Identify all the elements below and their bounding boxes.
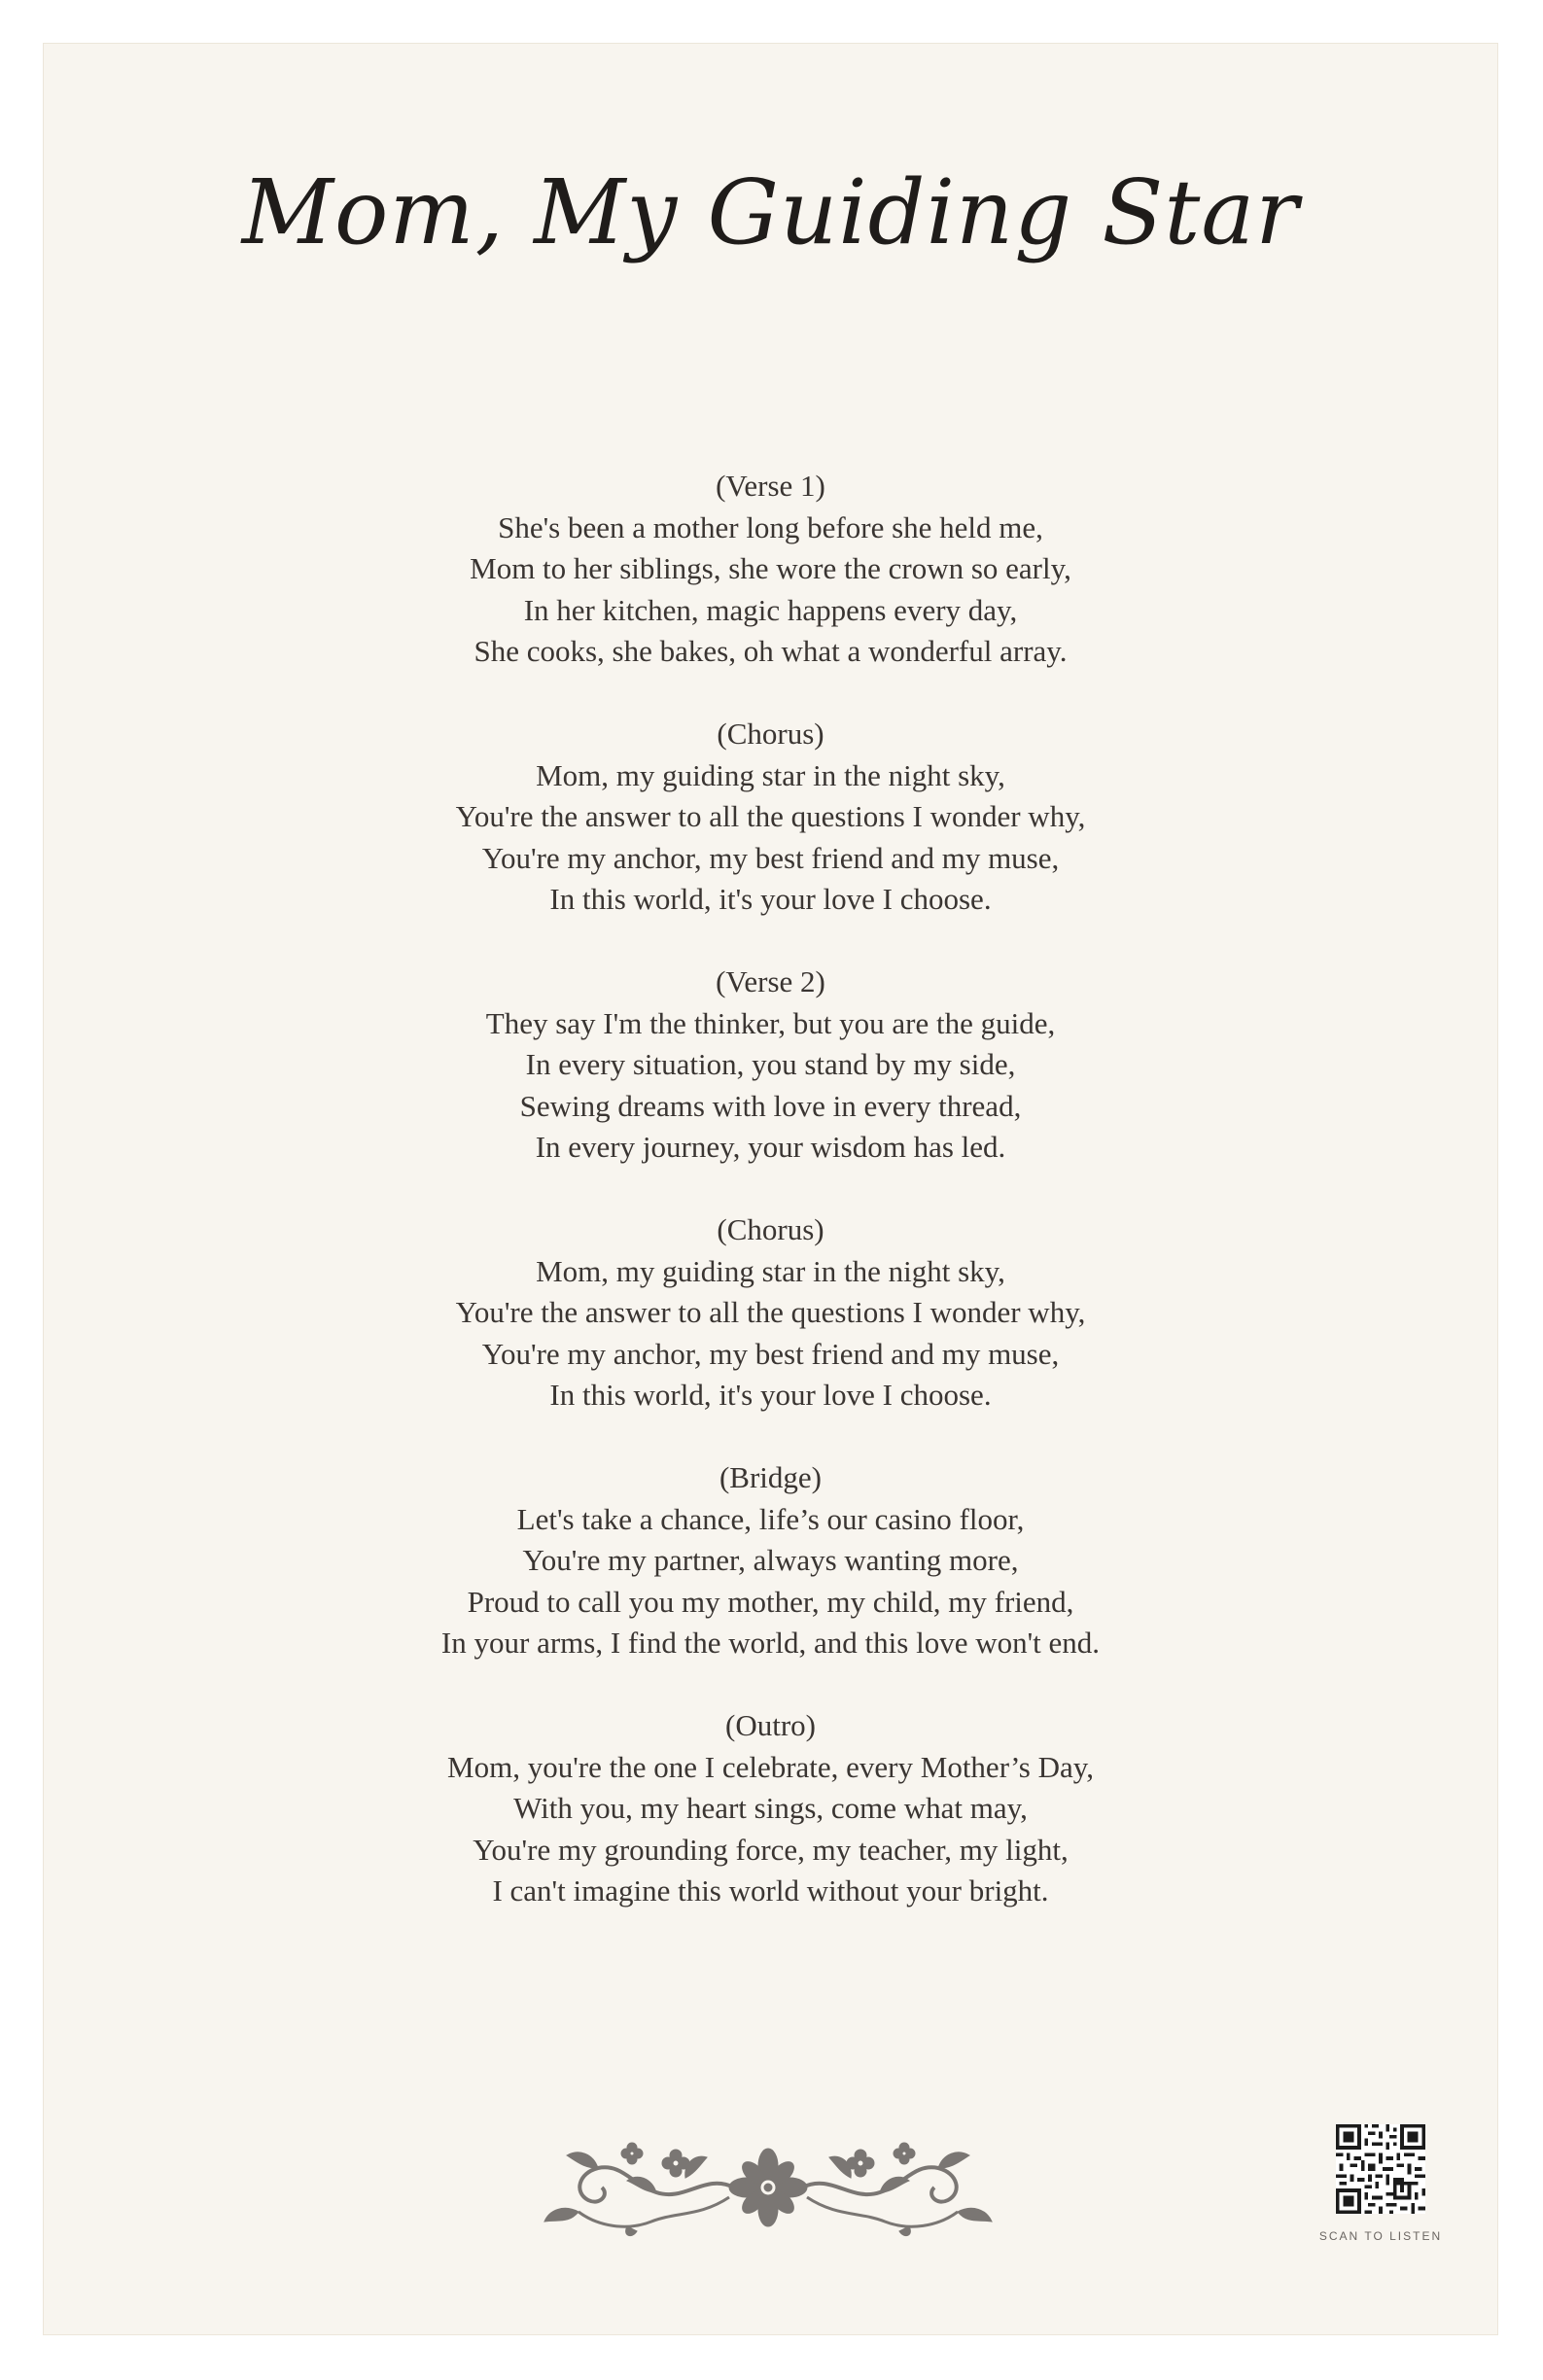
lyric-line: You're my grounding force, my teacher, my light,	[473, 1832, 1069, 1867]
lyric-line: Mom to her siblings, she wore the crown so early,	[470, 551, 1071, 585]
lyric-line: Mom, you're the one I celebrate, every Mother’s Day,	[447, 1749, 1094, 1784]
stanza-label: (Chorus)	[717, 717, 824, 751]
stanza-bridge	[44, 1457, 1497, 1664]
lyric-line: Let's take a chance, life’s our casino floor,	[516, 1501, 1025, 1536]
stanza-label: (Verse 2)	[716, 964, 825, 998]
lyric-line: You're my partner, always wanting more,	[522, 1543, 1019, 1577]
stanza-chorus-2	[44, 1209, 1497, 1417]
poster	[43, 43, 1498, 2335]
lyric-line: In this world, it's your love I choose.	[549, 882, 992, 916]
lyric-line: Mom, my guiding star in the night sky,	[536, 1253, 1005, 1288]
lyric-line: She's been a mother long before she held me,	[498, 509, 1043, 544]
lyric-line: You're my anchor, my best friend and my muse,	[481, 840, 1060, 875]
lyric-line: In every journey, your wisdom has led.	[535, 1130, 1006, 1164]
lyric-line: In your arms, I find the world, and this love won't end.	[440, 1626, 1101, 1660]
lyric-line: You're the answer to all the questions I wonder why,	[455, 1295, 1086, 1329]
stanza-label: (Chorus)	[717, 1212, 824, 1246]
qr-section	[1308, 2124, 1454, 2243]
page-title: Mom, My Guiding Star	[241, 160, 1300, 264]
qr-code-icon[interactable]	[1336, 2124, 1425, 2214]
lyric-line: In every situation, you stand by my side,	[525, 1047, 1016, 1081]
floral-ornament-icon	[540, 2134, 997, 2241]
scan-to-listen-label: SCAN TO LISTEN	[1318, 2229, 1443, 2243]
lyric-line: Mom, my guiding star in the night sky,	[536, 757, 1005, 792]
stanza-label: (Verse 1)	[716, 469, 825, 503]
lyric-line: She cooks, she bakes, oh what a wonderful array.	[473, 634, 1068, 668]
stanza-verse-2	[44, 962, 1497, 1169]
lyric-line: You're my anchor, my best friend and my muse,	[481, 1336, 1060, 1371]
lyric-line: Sewing dreams with love in every thread,	[519, 1088, 1022, 1123]
lyrics	[44, 466, 1497, 1953]
lyric-line: In this world, it's your love I choose.	[549, 1378, 992, 1412]
lyric-line: With you, my heart sings, come what may,	[513, 1791, 1028, 1825]
lyric-line: You're the answer to all the questions I wonder why,	[455, 799, 1086, 833]
stanza-outro	[44, 1705, 1497, 1912]
lyric-line: Proud to call you my mother, my child, my friend,	[467, 1584, 1074, 1619]
stanza-label: (Bridge)	[719, 1460, 823, 1494]
stanza-label: (Outro)	[725, 1708, 816, 1742]
lyric-line: In her kitchen, magic happens every day,	[523, 592, 1018, 627]
stanza-chorus-1	[44, 714, 1497, 921]
lyric-line: I can't imagine this world without your bright.	[492, 1873, 1049, 1908]
stanza-verse-1	[44, 466, 1497, 673]
lyric-line: They say I'm the thinker, but you are the guide,	[485, 1005, 1056, 1040]
